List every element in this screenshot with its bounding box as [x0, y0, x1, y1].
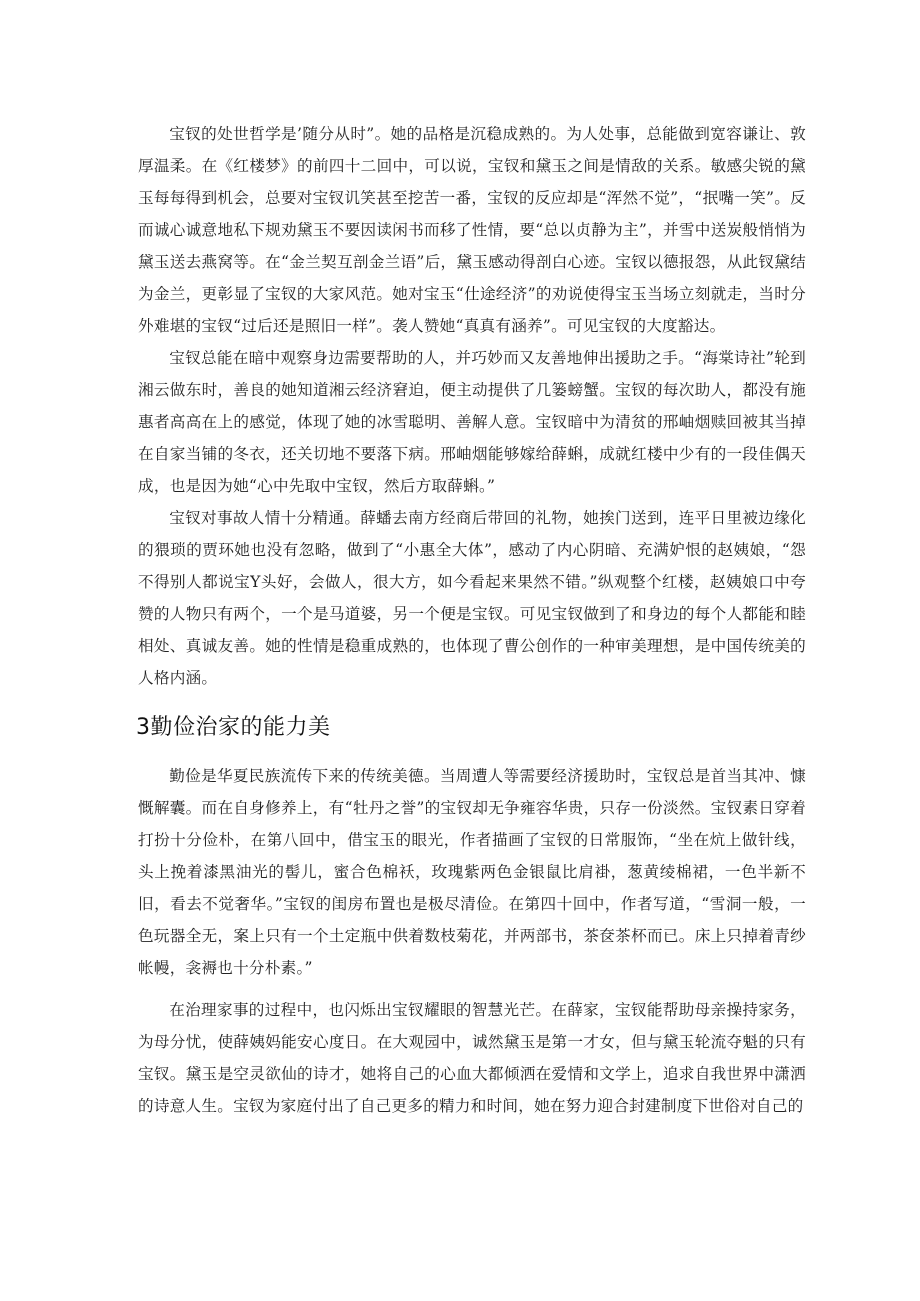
section-heading: 3勤俭治家的能力美 [136, 715, 331, 740]
paragraph-frugality: 勤俭是华夏民族流传下来的传统美德。当周遭人等需要经济援助时，宝钗总是首当其冲、慷慨解囊。而在自身修养上，有“牡丹之誉”的宝钗却无争雍容华贵，只存一份淡然。宝钗素日穿着打扮十分俭朴，在第八回中，借宝玉的眼光，作者描画了宝钗的日常服饰，“坐在炕上做针线，头上挽着漆黑油光的髻儿，蜜合色棉袄，玫瑰紫两色金银鼠比肩褂，葱黄绫棉裙，一色半新不旧，看去不觉奢华。”宝钗的闺房布置也是极尽清俭。在第四十回中，作者写道，“雪洞一般，一色玩器全无，案上只有一个土定瓶中供着数枝菊花，并两部书，茶奁茶杯而已。床上只掉着青纱帐幔，衾褥也十分朴素。” [138, 767, 806, 977]
document-body [138, 118, 806, 1122]
paragraph-helping-others: 宝钗总能在暗中观察身边需要帮助的人，并巧妙而又友善地伸出援助之手。“海棠诗社”轮到湘云做东时，善良的她知道湘云经济窘迫，便主动提供了几篓螃蟹。宝钗的每次助人，都没有施惠者高高在上的感觉，体现了她的冰雪聪明、善解人意。宝钗暗中为清贫的邢岫烟赎回被其当掉在自家当铺的冬衣，还关切地不要落下病。邢岫烟能够嫁给薛蝌，成就红楼中少有的一段佳偶天成，也是因为她“心中先取中宝钗，然后方取薛蝌。” [138, 349, 806, 495]
paragraph-equanimity: 宝钗的处世哲学是’随分从时”。她的品格是沉稳成熟的。为人处事，总能做到宽容谦让、敦厚温柔。在《红楼梦》的前四十二回中，可以说，宝钗和黛玉之间是情敌的关系。敏感尖锐的黛玉每每得到机会，总要对宝钗讥笑甚至挖苦一番，宝钗的反应却是“浑然不觉”，“抿嘴一笑”。反而诚心诚意地私下规劝黛玉不要因读闲书而移了性情，要“总以贞静为主”，并雪中送炭般悄悄为黛玉送去燕窝等。在“金兰契互剖金兰语”后，黛玉感动得剖白心迹。宝钗以德报怨，从此钗黛结为金兰，更彰显了宝钗的大家风范。她对宝玉“仕途经济”的劝说使得宝玉当场立刻就走，当时分外难堪的宝钗“过后还是照旧一样”。袭人赞她“真真有涵养”。可见宝钗的大度豁达。 [138, 125, 806, 335]
paragraph-household-management: 在治理家事的过程中，也闪烁出宝钗耀眼的智慧光芒。在薛家，宝钗能帮助母亲操持家务，为母分忧，使薛姨妈能安心度日。在大观园中，诚然黛玉是第一才女，但与黛玉轮流夺魁的只有宝钗。黛玉是空灵欲仙的诗才，她将自己的心血大都倾洒在爱情和文学上，追求自我世界中潇洒的诗意人生。宝钗为家庭付出了自己更多的精力和时间，她在努力迎合封建制度下世俗对自己的 [138, 1001, 806, 1115]
paragraph-social-skill: 宝钗对事故人情十分精通。薛蟠去南方经商后带回的礼物，她挨门送到，连平日里被边缘化的猥琐的贾环她也没有忽略，做到了“小惠全大体”，感动了内心阴暗、充满妒恨的赵姨娘，“怨不得别人都说宝Y头好，会做人，很大方，如今看起来果然不错。”纵观整个红楼，赵姨娘口中夸赞的人物只有两个，一个是马道婆，另一个便是宝钗。可见宝钗做到了和身边的每个人都能和睦相处、真诚友善。她的性情是稳重成熟的，也体现了曹公创作的一种审美理想，是中国传统美的人格内涵。 [138, 509, 806, 687]
